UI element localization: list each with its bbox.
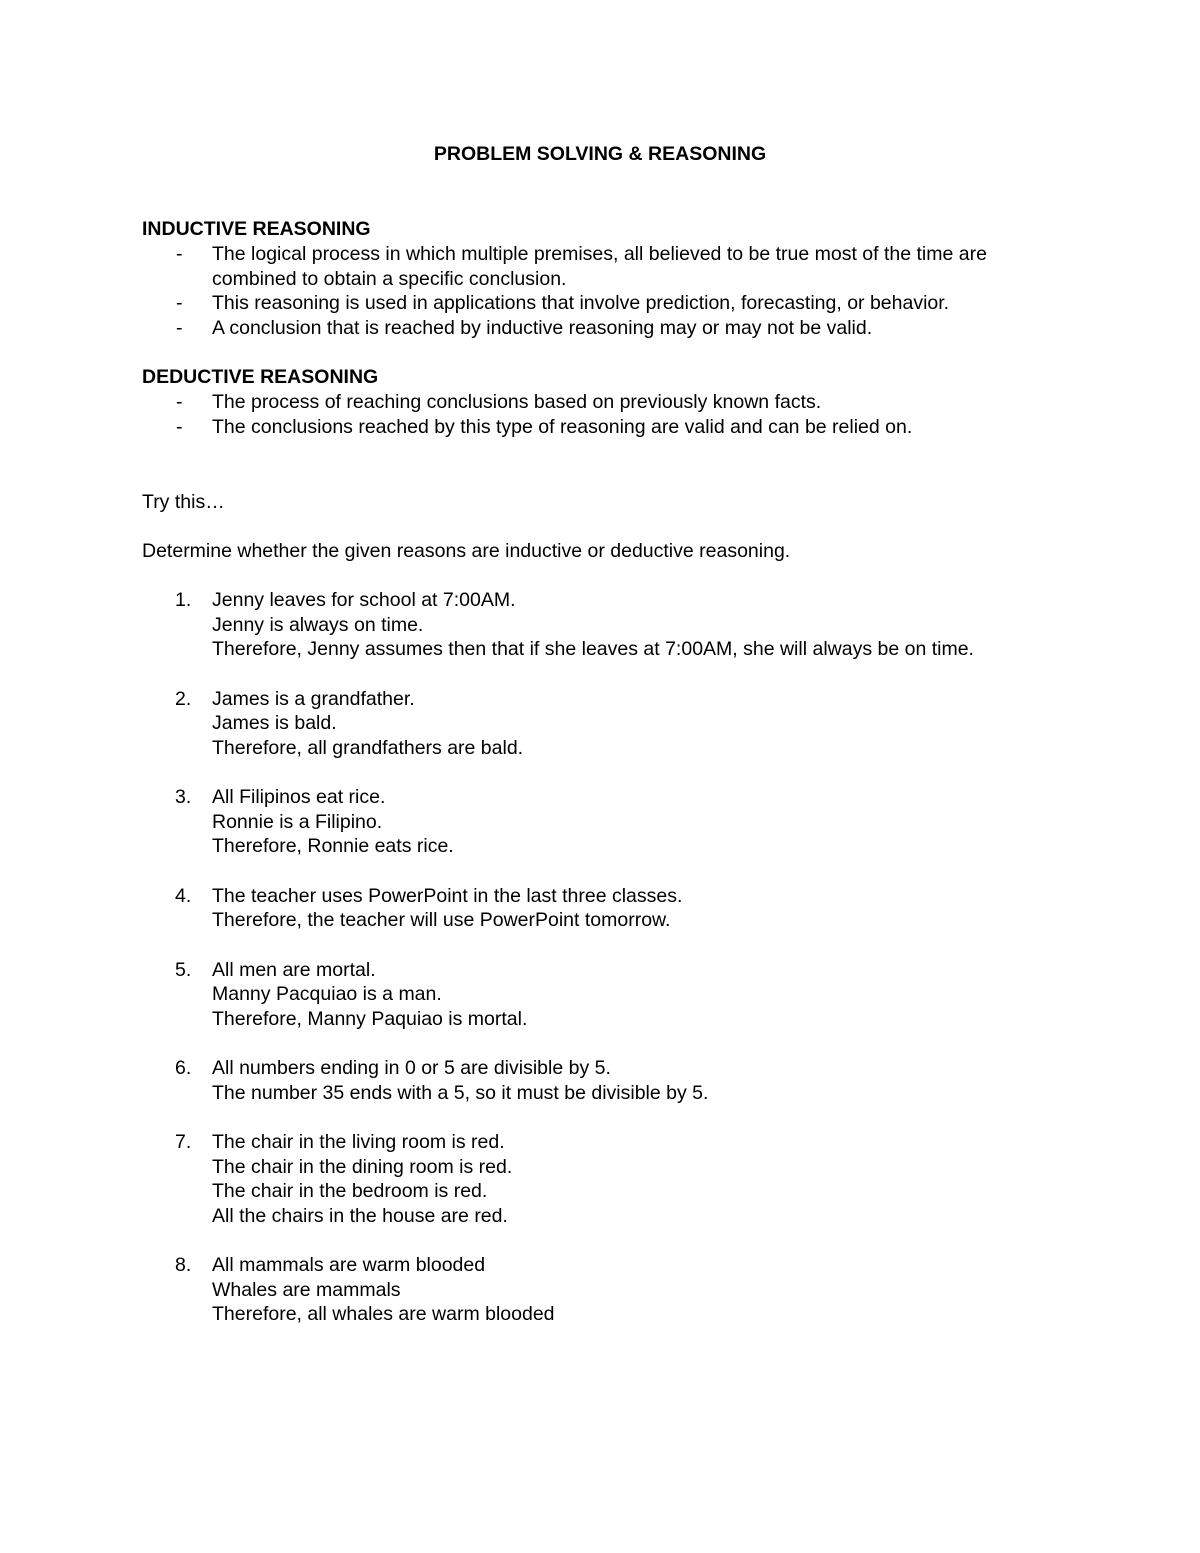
problem-number: 7. [175,1131,192,1153]
inductive-points-list [142,242,1072,340]
problem-line: Ronnie is a Filipino. [212,810,383,833]
problem-item [142,1253,1102,1327]
problem-number: 8. [175,1254,192,1276]
deductive-points-list [142,390,1072,439]
problem-line: James is a grandfather. [212,687,415,710]
problem-item [142,687,1102,761]
problem-line: Manny Pacquiao is a man. [212,983,442,1005]
deductive-point [142,415,1072,440]
problem-line: Therefore, all grandfathers are bald. [212,736,524,759]
problem-line: All mammals are warm blooded [212,1254,486,1276]
page-title: PROBLEM SOLVING & REASONING [433,143,767,165]
bullet-dash: - [176,316,183,339]
inductive-point [142,291,1072,316]
inductive-point [142,242,1072,291]
problem-line: The chair in the living room is red. [212,1131,505,1153]
inductive-point-text: The logical process in which multiple premises, all believed to be true most of the time are combined to obtain a specific conclusion. [212,243,987,290]
problem-line: Therefore, Manny Paquiao is mortal. [212,1007,528,1030]
inductive-point [142,316,1072,341]
problem-list [142,588,1102,1352]
inductive-point-text: A conclusion that is reached by inductive reasoning may or may not be valid. [212,316,873,339]
problem-line: The number 35 ends with a 5, so it must be divisible by 5. [212,1081,709,1104]
deductive-point [142,390,1072,415]
problem-number: 2. [175,687,192,710]
problem-line: The chair in the bedroom is red. [212,1180,488,1202]
try-this-text: Try this… [142,491,225,513]
problem-line: The chair in the dining room is red. [212,1155,513,1178]
problem-line: Whales are mammals [212,1278,401,1301]
bullet-dash: - [176,243,183,265]
problem-line: The teacher uses PowerPoint in the last three classes. [212,884,683,907]
bullet-dash: - [176,292,183,314]
problem-line: All numbers ending in 0 or 5 are divisible by 5. [212,1057,611,1079]
bullet-dash: - [176,391,183,413]
deductive-heading: DEDUCTIVE REASONING [142,366,379,388]
problem-line: Therefore, all whales are warm blooded [212,1303,555,1325]
problem-line: Therefore, Ronnie eats rice. [212,835,454,857]
inductive-point-text: This reasoning is used in applications that involve prediction, forecasting, or behavior. [212,292,950,314]
deductive-point-text: The conclusions reached by this type of reasoning are valid and can be relied on. [212,415,913,438]
problem-item [142,785,1102,859]
problem-number: 3. [175,786,192,808]
bullet-dash: - [176,415,183,438]
problem-item [142,958,1102,1032]
problem-line: All Filipinos eat rice. [212,786,386,808]
problem-line: Therefore, Jenny assumes then that if she leaves at 7:00AM, she will always be on time. [212,638,974,660]
inductive-heading: INDUCTIVE REASONING [142,218,371,240]
instruction-text: Determine whether the given reasons are inductive or deductive reasoning. [142,540,791,562]
problem-number: 6. [175,1057,192,1079]
problem-item [142,1130,1102,1228]
deductive-point-text: The process of reaching conclusions based on previously known facts. [212,391,822,413]
problem-line: James is bald. [212,712,337,734]
problem-line: Jenny is always on time. [212,613,424,636]
problem-line: All the chairs in the house are red. [212,1204,508,1227]
problem-line: All men are mortal. [212,958,376,981]
problem-item [142,1056,1102,1105]
problem-number: 5. [175,958,192,981]
problem-number: 4. [175,884,192,907]
problem-line: Jenny leaves for school at 7:00AM. [212,589,516,611]
problem-item [142,884,1102,933]
problem-line: Therefore, the teacher will use PowerPoint tomorrow. [212,909,671,931]
problem-item [142,588,1102,662]
problem-number: 1. [175,589,192,611]
